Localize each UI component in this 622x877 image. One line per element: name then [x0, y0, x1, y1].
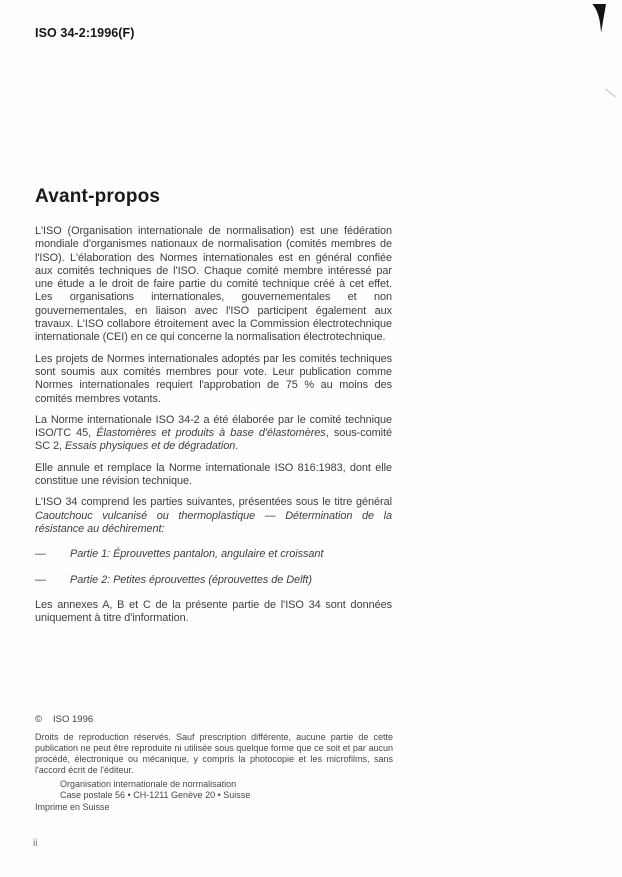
list-item-label: Partie 2: Petites éprouvettes (éprouvettes de Delft): [70, 573, 312, 586]
printed-in-line: Imprime en Suisse: [35, 801, 110, 812]
paragraph-replaces-standard: Elle annule et remplace la Norme internationale ISO 816:1983, dont elle constitue une révision technique.: [35, 461, 392, 488]
list-dash: —: [35, 573, 46, 586]
copyright-line: [35, 714, 393, 726]
list-item-label: Partie 1: Éprouvettes pantalon, angulaire et croissant: [70, 548, 324, 561]
text-segment: , sous-comité SC 2,: [35, 427, 392, 453]
text-segment-italic: Élastomères et produits à base d'élastomères: [96, 427, 326, 440]
list-dash: —: [35, 548, 46, 561]
scan-smudge-artifact: [605, 88, 616, 98]
page-number: ii: [33, 838, 38, 849]
imprint-block: [35, 714, 393, 813]
list-item-part-1: [35, 548, 392, 561]
foreword-title: Avant-propos: [35, 186, 161, 207]
paragraph-series-title: [35, 496, 392, 536]
paragraph-annexes: Les annexes A, B et C de la présente partie de l'ISO 34 sont données uniquement à titre d'information.: [35, 598, 392, 625]
text-segment: La Norme internationale ISO 34-2 a été élaborée par le comité technique ISO/TC 45,: [35, 413, 392, 440]
rights-notice: Droits de reproduction réservés. Sauf prescription différente, aucune partie de cette publication ne peut être reproduite ni utilisée sous quelque forme que ce soit et par aucun procédé, électronique ou mécanique, y compris la photocopie et les microfilms, sans l'accord écrit de l'éditeur.: [35, 732, 393, 775]
scan-corner-artifact: [592, 3, 608, 35]
list-item-part-2: [35, 574, 392, 587]
publisher-address: Case postale 56 • CH-1211 Genève 20 • Suisse: [60, 790, 251, 800]
copyright-symbol: ©: [35, 714, 42, 725]
text-segment-italic: Essais physiques et de dégradation: [64, 440, 236, 453]
text-segment: .: [235, 440, 239, 453]
publisher-address-block: [60, 779, 393, 801]
paragraph-committee-origin: [35, 414, 392, 454]
copyright-text: ISO 1996: [53, 714, 94, 725]
foreword-section: [35, 186, 392, 633]
paragraph-iso-description: L'ISO (Organisation internationale de normalisation) est une fédération mondiale d'organismes nationaux de normalisation (comités membres de l'ISO). L'élaboration des Normes internationales est en général confiée aux comités techniques de l'ISO. Chaque comité membre intéressé par une étude a le droit de faire partie du comité technique créé à cet effet. Les organisations internationales, gouvernementales et non gouvernementales, en liaison avec l'ISO participent également aux travaux. L'ISO collabore étroitement avec la Commission électrotechnique internationale (CEI) en ce qui concerne la normalisation électrotechnique.: [35, 225, 392, 344]
paragraph-draft-voting: Les projets de Normes internationales adoptés par les comités techniques sont soumis aux comités membres pour vote. Leur publication comme Normes internationales requiert l'approbation de 75 % au moins des comités membres votants.: [35, 352, 392, 405]
document-reference: ISO 34-2:1996(F): [35, 26, 135, 40]
publisher-name: Organisation internationale de normalisation: [60, 779, 237, 789]
text-segment-italic: Caoutchouc vulcanisé ou thermoplastique — Détermination de la résistance au déchirement:: [35, 509, 392, 535]
parts-list: [35, 548, 392, 587]
text-segment: L'ISO 34 comprend les parties suivantes, présentées sous le titre général: [35, 496, 392, 509]
